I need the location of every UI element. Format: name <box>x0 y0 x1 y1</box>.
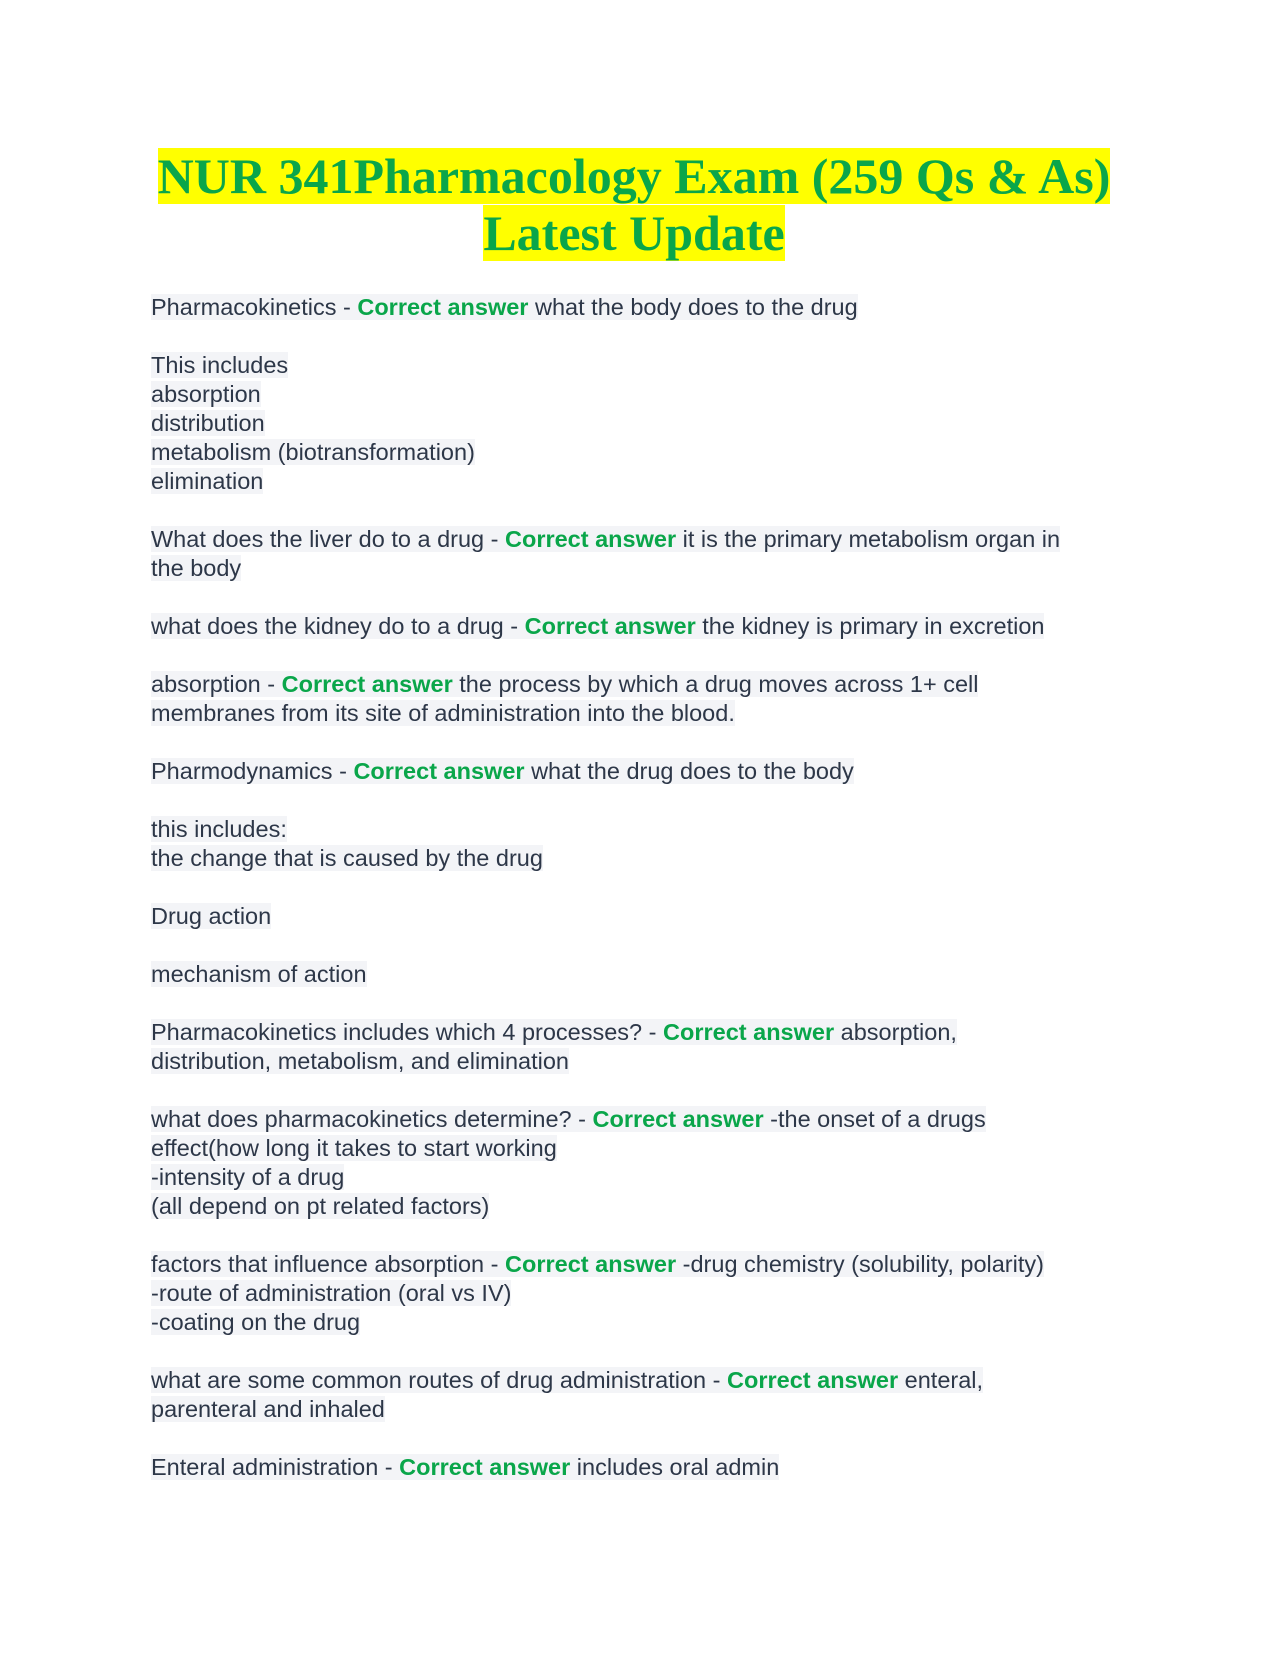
question-text: What does the liver do to a drug - <box>151 526 505 552</box>
answer-text: -drug chemistry (solubility, polarity) <box>676 1251 1044 1277</box>
qa-item <box>151 757 1131 786</box>
answer-text: enteral, <box>898 1367 984 1393</box>
answer-text: absorption, <box>834 1019 957 1045</box>
question-text: absorption - <box>151 671 282 697</box>
text-line: distribution <box>151 410 265 436</box>
answer-continuation: effect(how long it takes to start working <box>151 1135 557 1161</box>
question-line <box>151 526 1060 552</box>
answer-text: what the body does to the drug <box>528 294 858 320</box>
question-text: what are some common routes of drug administration - <box>151 1367 728 1393</box>
answer-text: the process by which a drug moves across 1+ cell <box>452 671 979 697</box>
text-line: this includes: <box>151 816 287 842</box>
question-text: Pharmacokinetics - <box>151 294 358 320</box>
question-text: what does pharmacokinetics determine? - <box>151 1106 593 1132</box>
text-line: Drug action <box>151 903 272 929</box>
answer-text: the kidney is primary in excretion <box>695 613 1045 639</box>
correct-answer-label: Correct answer <box>399 1454 571 1480</box>
text-line: elimination <box>151 468 264 494</box>
question-line <box>151 1367 983 1393</box>
qa-item <box>151 293 1131 322</box>
qa-item <box>151 815 1131 873</box>
question-line <box>151 1454 779 1480</box>
answer-continuation: parenteral and inhaled <box>151 1396 385 1422</box>
answer-continuation: -coating on the drug <box>151 1309 361 1335</box>
qa-item <box>151 525 1131 583</box>
answer-continuation: (all depend on pt related factors) <box>151 1193 490 1219</box>
qa-list <box>151 293 1131 1511</box>
qa-item <box>151 902 1131 931</box>
answer-continuation: distribution, metabolism, and elimination <box>151 1048 569 1074</box>
title-line-2: Latest Update <box>483 205 785 261</box>
qa-item <box>151 1018 1131 1076</box>
question-line <box>151 758 854 784</box>
question-text: Pharmodynamics - <box>151 758 354 784</box>
question-line <box>151 1106 986 1132</box>
qa-item <box>151 670 1131 728</box>
answer-continuation: membranes from its site of administration into the blood. <box>151 700 735 726</box>
correct-answer-label: Correct answer <box>505 1251 677 1277</box>
text-line: metabolism (biotransformation) <box>151 439 475 465</box>
qa-item <box>151 1366 1131 1424</box>
correct-answer-label: Correct answer <box>592 1106 764 1132</box>
answer-text: -the onset of a drugs <box>763 1106 986 1132</box>
correct-answer-label: Correct answer <box>663 1019 835 1045</box>
question-text: Enteral administration - <box>151 1454 400 1480</box>
answer-continuation: the body <box>151 555 242 581</box>
answer-text: it is the primary metabolism organ in <box>676 526 1061 552</box>
qa-item <box>151 612 1131 641</box>
correct-answer-label: Correct answer <box>281 671 453 697</box>
question-line <box>151 1019 957 1045</box>
question-line <box>151 613 1044 639</box>
correct-answer-label: Correct answer <box>353 758 525 784</box>
question-text: factors that influence absorption - <box>151 1251 506 1277</box>
qa-item <box>151 960 1131 989</box>
question-line <box>151 671 978 697</box>
answer-continuation: -route of administration (oral vs IV) <box>151 1280 512 1306</box>
text-line: mechanism of action <box>151 961 367 987</box>
answer-text: what the drug does to the body <box>524 758 854 784</box>
document-title <box>150 148 1118 262</box>
title-line-1: NUR 341Pharmacology Exam (259 Qs & As) <box>157 148 1111 204</box>
question-line <box>151 1251 1044 1277</box>
correct-answer-label: Correct answer <box>727 1367 899 1393</box>
qa-item <box>151 1250 1131 1337</box>
question-line <box>151 294 858 320</box>
answer-continuation: -intensity of a drug <box>151 1164 345 1190</box>
qa-item <box>151 1105 1131 1221</box>
text-line: the change that is caused by the drug <box>151 845 543 871</box>
answer-text: includes oral admin <box>570 1454 780 1480</box>
qa-item <box>151 351 1131 496</box>
correct-answer-label: Correct answer <box>505 526 677 552</box>
question-text: Pharmacokinetics includes which 4 processes? - <box>151 1019 664 1045</box>
correct-answer-label: Correct answer <box>524 613 696 639</box>
text-line: absorption <box>151 381 261 407</box>
question-text: what does the kidney do to a drug - <box>151 613 525 639</box>
correct-answer-label: Correct answer <box>357 294 529 320</box>
qa-item <box>151 1453 1131 1482</box>
text-line: This includes <box>151 352 289 378</box>
